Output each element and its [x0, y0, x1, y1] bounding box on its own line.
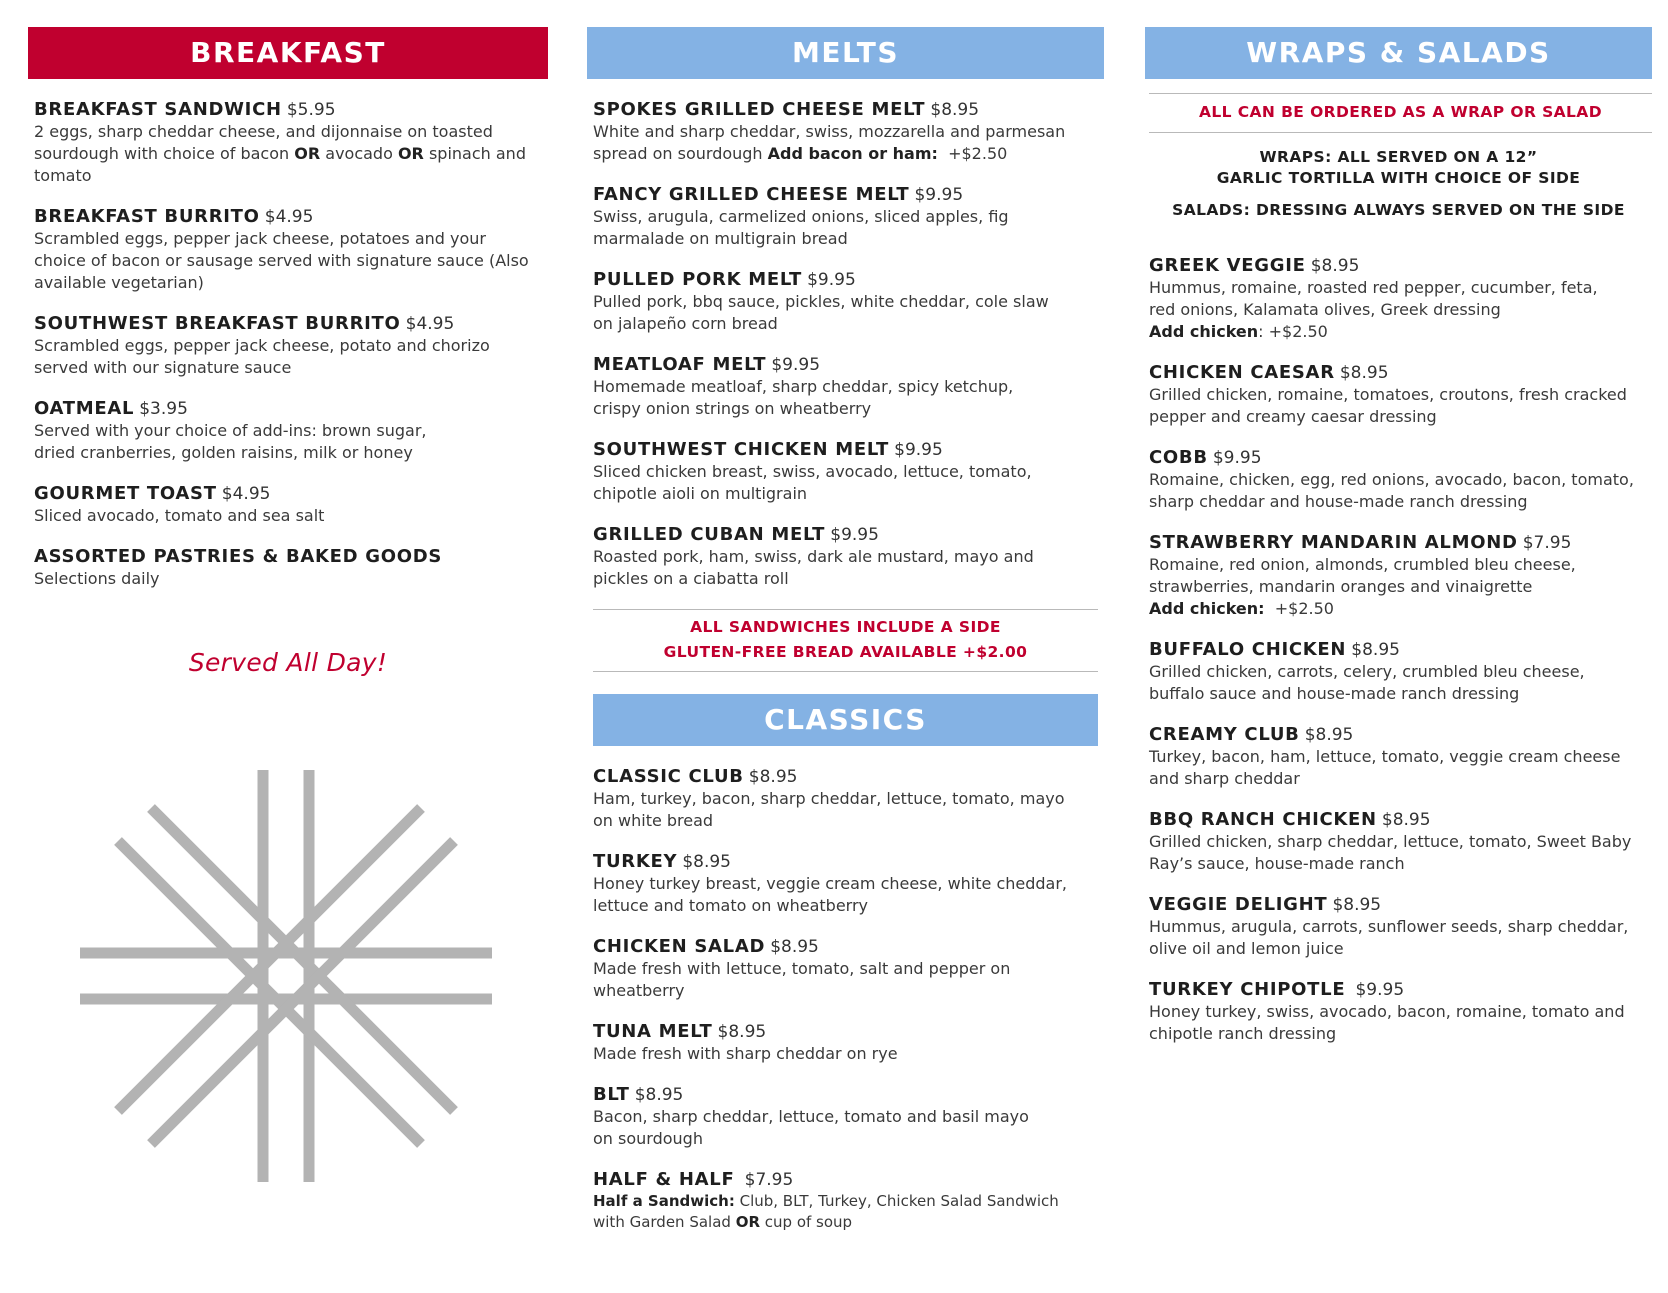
desc-line: Honey turkey breast, veggie cream cheese, white cheddar, [593, 874, 1068, 893]
menu-item [1149, 362, 1652, 428]
desc-line: Ham, turkey, bacon, sharp cheddar, lettuce, tomato, mayo [593, 789, 1065, 808]
item-price: $8.95 [634, 1085, 684, 1105]
item-name: OATMEAL [34, 398, 135, 419]
item-name: PULLED PORK MELT [593, 269, 802, 290]
item-name: TUNA MELT [593, 1021, 713, 1042]
item-price: $8.95 [1381, 810, 1431, 830]
note-line: GLUTEN-FREE BREAD AVAILABLE +$2.00 [663, 643, 1028, 661]
wraps-salads-column [1145, 27, 1652, 1064]
menu-item [593, 851, 1098, 917]
item-price: $9.95 [830, 525, 879, 545]
item-name: BBQ RANCH CHICKEN [1149, 809, 1377, 830]
item-price: $7.95 [1522, 533, 1572, 553]
desc-line: Grilled chicken, sharp cheddar, lettuce, tomato, Sweet Baby [1149, 832, 1632, 851]
desc-line: Turkey, bacon, ham, lettuce, tomato, veggie cream cheese [1149, 747, 1621, 766]
menu-item [593, 766, 1098, 832]
wraps-items [1145, 221, 1652, 1045]
desc-part: Club, BLT, Turkey, Chicken Salad Sandwich [734, 1192, 1059, 1210]
menu-item [593, 524, 1098, 590]
addon-label: Add chicken [1149, 322, 1259, 341]
menu-item [34, 398, 542, 464]
desc-emphasis: OR [294, 144, 321, 163]
item-description [34, 420, 542, 464]
item-name: COBB [1149, 447, 1208, 468]
melts-items [587, 79, 1104, 590]
menu-item [593, 439, 1098, 505]
item-description [593, 546, 1098, 590]
desc-line [1149, 321, 1652, 343]
item-price: $8.95 [770, 937, 819, 957]
item-price: $7.95 [744, 1170, 794, 1190]
spokes-asterisk-logo-icon [80, 770, 492, 1182]
item-name: SOUTHWEST CHICKEN MELT [593, 439, 890, 460]
menu-item [1149, 724, 1652, 790]
desc-part: avocado [320, 144, 398, 163]
menu-item [34, 313, 542, 379]
item-description [1149, 746, 1652, 790]
item-price: $5.95 [286, 100, 336, 120]
item-name: HALF & HALF [593, 1169, 735, 1190]
item-price: $8.95 [748, 767, 798, 787]
wrap-or-salad-note: ALL CAN BE ORDERED AS A WRAP OR SALAD [1149, 93, 1652, 133]
wraps-salads-notes [1145, 147, 1652, 221]
item-name: TURKEY CHIPOTLE [1149, 979, 1346, 1000]
desc-line: Hummus, arugula, carrots, sunflower seeds, sharp cheddar, [1149, 917, 1629, 936]
breakfast-items [28, 79, 548, 590]
item-price: $8.95 [1310, 256, 1360, 276]
desc-line: on sourdough [593, 1129, 703, 1148]
desc-part: spinach and tomato [34, 144, 526, 185]
menu-item [593, 184, 1098, 250]
menu-item [34, 546, 542, 590]
item-name: BREAKFAST BURRITO [34, 206, 260, 227]
item-name: CREAMY CLUB [1149, 724, 1300, 745]
item-price: $8.95 [1332, 895, 1382, 915]
desc-line: Hummus, romaine, roasted red pepper, cucumber, feta, [1149, 278, 1598, 297]
item-name: BREAKFAST SANDWICH [34, 99, 282, 120]
note-line: SALADS: DRESSING ALWAYS SERVED ON THE SIDE [1172, 201, 1625, 219]
wraps-salads-header: WRAPS & SALADS [1145, 27, 1652, 79]
item-description: Scrambled eggs, pepper jack cheese, potato and chorizo served with our signature sauce [34, 336, 490, 377]
addon-label: Add chicken: [1149, 599, 1265, 618]
desc-part: 2 eggs, sharp cheddar cheese, and dijonnaise on toasted sourdough with choice of bacon [34, 122, 493, 163]
menu-item [593, 1084, 1098, 1150]
item-description [593, 461, 1098, 505]
item-name: VEGGIE DELIGHT [1149, 894, 1328, 915]
item-description [593, 121, 1098, 165]
item-price: $8.95 [717, 1022, 767, 1042]
menu-item [34, 483, 542, 527]
menu-item [1149, 447, 1652, 513]
desc-line: Grilled chicken, carrots, celery, crumbled bleu cheese, [1149, 662, 1585, 681]
menu-item [34, 99, 542, 187]
item-name: ASSORTED PASTRIES & BAKED GOODS [34, 546, 443, 567]
desc-line: dried cranberries, golden raisins, milk or honey [34, 443, 413, 462]
desc-emphasis: OR [735, 1213, 761, 1231]
item-name: STRAWBERRY MANDARIN ALMOND [1149, 532, 1518, 553]
desc-line [593, 143, 1098, 165]
item-description [593, 788, 1098, 832]
menu-item [1149, 255, 1652, 343]
desc-line [1149, 598, 1652, 620]
menu-item [34, 206, 542, 294]
desc-line: pepper and creamy caesar dressing [1149, 407, 1437, 426]
item-description [593, 1191, 1098, 1233]
desc-line: on jalapeño corn bread [593, 314, 778, 333]
item-name: MEATLOAF MELT [593, 354, 767, 375]
desc-part: spread on sourdough [593, 144, 768, 163]
item-name: GREEK VEGGIE [1149, 255, 1306, 276]
desc-line: Romaine, chicken, egg, red onions, avocado, bacon, tomato, [1149, 470, 1634, 489]
item-price: $9.95 [894, 440, 943, 460]
item-description [1149, 277, 1652, 343]
item-price: $4.95 [405, 314, 455, 334]
item-price: $8.95 [682, 852, 731, 872]
breakfast-column [28, 27, 548, 677]
desc-line: Pulled pork, bbq sauce, pickles, white cheddar, cole slaw [593, 292, 1049, 311]
item-price: $9.95 [914, 185, 964, 205]
menu-item [593, 99, 1098, 165]
item-price: $9.95 [807, 270, 856, 290]
item-price: $4.95 [221, 484, 271, 504]
desc-line: red onions, Kalamata olives, Greek dressing [1149, 300, 1501, 319]
item-description [593, 376, 1098, 420]
desc-line: White and sharp cheddar, swiss, mozzarella and parmesan [593, 122, 1066, 141]
menu-item [593, 269, 1098, 335]
desc-line: Honey turkey, swiss, avocado, bacon, romaine, tomato and [1149, 1002, 1625, 1021]
item-price: $8.95 [1304, 725, 1354, 745]
melts-header: MELTS [587, 27, 1104, 79]
item-name: CHICKEN SALAD [593, 936, 766, 957]
item-description: Sliced avocado, tomato and sea salt [34, 506, 325, 525]
item-description: Made fresh with lettuce, tomato, salt and pepper on wheatberry [593, 959, 1011, 1000]
menu-item [593, 936, 1098, 1002]
item-description [1149, 916, 1652, 960]
item-name: FANCY GRILLED CHEESE MELT [593, 184, 910, 205]
item-description [593, 1106, 1098, 1150]
desc-line: Ray’s sauce, house-made ranch [1149, 854, 1405, 873]
desc-line: pickles on a ciabatta roll [593, 569, 789, 588]
item-name: BLT [593, 1084, 630, 1105]
item-description [593, 206, 1098, 250]
melts-column [587, 27, 1104, 1252]
menu-item [1149, 532, 1652, 620]
item-description [593, 873, 1098, 917]
half-label: Half a Sandwich: [593, 1192, 735, 1210]
desc-line: Swiss, arugula, carmelized onions, sliced apples, fig [593, 207, 1009, 226]
classics-items [587, 746, 1104, 1233]
menu-item [1149, 979, 1652, 1045]
item-name: GOURMET TOAST [34, 483, 217, 504]
classics-header: CLASSICS [593, 694, 1098, 746]
note-line: GARLIC TORTILLA WITH CHOICE OF SIDE [1216, 169, 1581, 187]
menu-item [1149, 809, 1652, 875]
desc-line [593, 1212, 1098, 1233]
desc-part: with Garden Salad [593, 1213, 736, 1231]
desc-line: and sharp cheddar [1149, 769, 1300, 788]
desc-line: olive oil and lemon juice [1149, 939, 1344, 958]
item-name: GRILLED CUBAN MELT [593, 524, 826, 545]
item-price: $9.95 [1355, 980, 1405, 1000]
desc-part: cup of soup [760, 1213, 853, 1231]
item-name: BUFFALO CHICKEN [1149, 639, 1347, 660]
desc-line: Grilled chicken, romaine, tomatoes, croutons, fresh cracked [1149, 385, 1627, 404]
desc-line: chipotle aioli on multigrain [593, 484, 808, 503]
desc-line: marmalade on multigrain bread [593, 229, 848, 248]
item-price: $8.95 [1339, 363, 1389, 383]
addon-label: Add bacon or ham: [767, 144, 938, 163]
item-name: CLASSIC CLUB [593, 766, 744, 787]
desc-line: strawberries, mandarin oranges and vinaigrette [1149, 577, 1533, 596]
desc-line: on white bread [593, 811, 714, 830]
item-price: $8.95 [1351, 640, 1400, 660]
menu-item [593, 1021, 1098, 1065]
menu-item [593, 1169, 1098, 1233]
item-description [1149, 831, 1652, 875]
desc-line: sharp cheddar and house-made ranch dressing [1149, 492, 1528, 511]
item-price: $4.95 [264, 207, 314, 227]
item-description [34, 121, 542, 187]
desc-line: Homemade meatloaf, sharp cheddar, spicy ketchup, [593, 377, 1014, 396]
addon-price: +$2.50 [1264, 599, 1334, 618]
addon-price: +$2.50 [948, 144, 1008, 163]
addon-price: : +$2.50 [1258, 322, 1328, 341]
desc-line: crispy onion strings on wheatberry [593, 399, 872, 418]
item-description: Made fresh with sharp cheddar on rye [593, 1044, 898, 1063]
item-description [593, 291, 1098, 335]
item-description [1149, 661, 1652, 705]
desc-emphasis: OR [397, 144, 424, 163]
breakfast-header: BREAKFAST [28, 27, 548, 79]
desc-line: Served with your choice of add-ins: brown sugar, [34, 421, 427, 440]
item-name: TURKEY [593, 851, 678, 872]
desc-line: chipotle ranch dressing [1149, 1024, 1337, 1043]
item-name: SPOKES GRILLED CHEESE MELT [593, 99, 926, 120]
menu-item [1149, 639, 1652, 705]
item-name: SOUTHWEST BREAKFAST BURRITO [34, 313, 401, 334]
desc-line: Bacon, sharp cheddar, lettuce, tomato and basil mayo [593, 1107, 1029, 1126]
item-price: $3.95 [139, 399, 188, 419]
item-price: $9.95 [1212, 448, 1262, 468]
item-description [1149, 554, 1652, 620]
item-description [1149, 1001, 1652, 1045]
item-description [1149, 384, 1652, 428]
note-line: WRAPS: ALL SERVED ON A 12” [1259, 148, 1538, 166]
item-description: Selections daily [34, 569, 160, 588]
desc-line: Sliced chicken breast, swiss, avocado, lettuce, tomato, [593, 462, 1032, 481]
desc-line [593, 1191, 1098, 1212]
menu-item [593, 354, 1098, 420]
item-price: $9.95 [771, 355, 821, 375]
served-all-day: Served All Day! [188, 648, 388, 677]
desc-line: lettuce and tomato on wheatberry [593, 896, 868, 915]
menu-item [1149, 894, 1652, 960]
desc-line: buffalo sauce and house-made ranch dressing [1149, 684, 1520, 703]
desc-line: Romaine, red onion, almonds, crumbled bleu cheese, [1149, 555, 1576, 574]
sandwich-notes [593, 609, 1098, 672]
note-line: ALL SANDWICHES INCLUDE A SIDE [690, 618, 1001, 636]
item-name: CHICKEN CAESAR [1149, 362, 1335, 383]
desc-line: Roasted pork, ham, swiss, dark ale mustard, mayo and [593, 547, 1034, 566]
item-description [1149, 469, 1652, 513]
item-price: $8.95 [930, 100, 980, 120]
item-description: Scrambled eggs, pepper jack cheese, potatoes and your choice of bacon or sausage served with signature sauce (Also available vegetarian) [34, 229, 529, 292]
